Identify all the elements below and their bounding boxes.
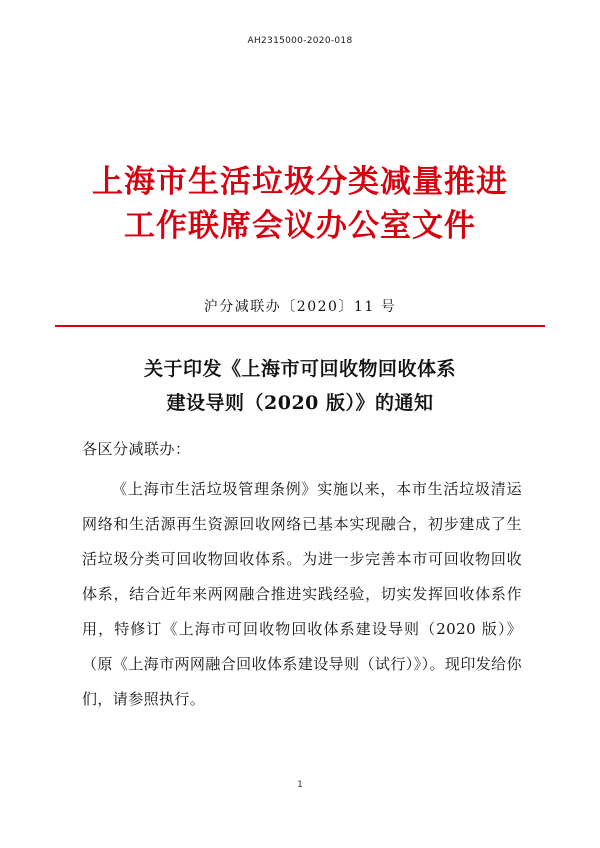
document-title-line-2: 工作联席会议办公室文件 [124, 208, 476, 244]
document-subject-line-1: 关于印发《上海市可回收物回收体系 [143, 358, 456, 380]
document-number: AH2315000-2020-018 [247, 36, 353, 46]
document-title [0, 160, 600, 248]
document-subject [0, 352, 600, 420]
page-number: 1 [297, 780, 303, 790]
issue-number: 沪分减联办〔2020〕11 号 [203, 299, 397, 315]
body-paragraph: 《上海市生活垃圾管理条例》实施以来，本市生活垃圾清运网络和生活源再生资源回收网络已基本实现融合，初步建成了生活垃圾分类可回收物回收体系。为进一步完善本市可回收物回收体系，结合近年来两网融合推进实践经验，切实发挥回收体系作用，特修订《上海市可回收物回收体系建设导则（2020 版）》（原《上海市两网融合回收体系建设导则（试行）》）。现印发给你们，请参照执行。 [82, 480, 522, 708]
addressee-line: 各区分减联办： [82, 440, 191, 458]
red-horizontal-rule [55, 325, 545, 327]
document-subject-line-2: 建设导则（2020 版）》的通知 [166, 392, 434, 414]
document-title-line-1: 上海市生活垃圾分类减量推进 [92, 164, 508, 200]
